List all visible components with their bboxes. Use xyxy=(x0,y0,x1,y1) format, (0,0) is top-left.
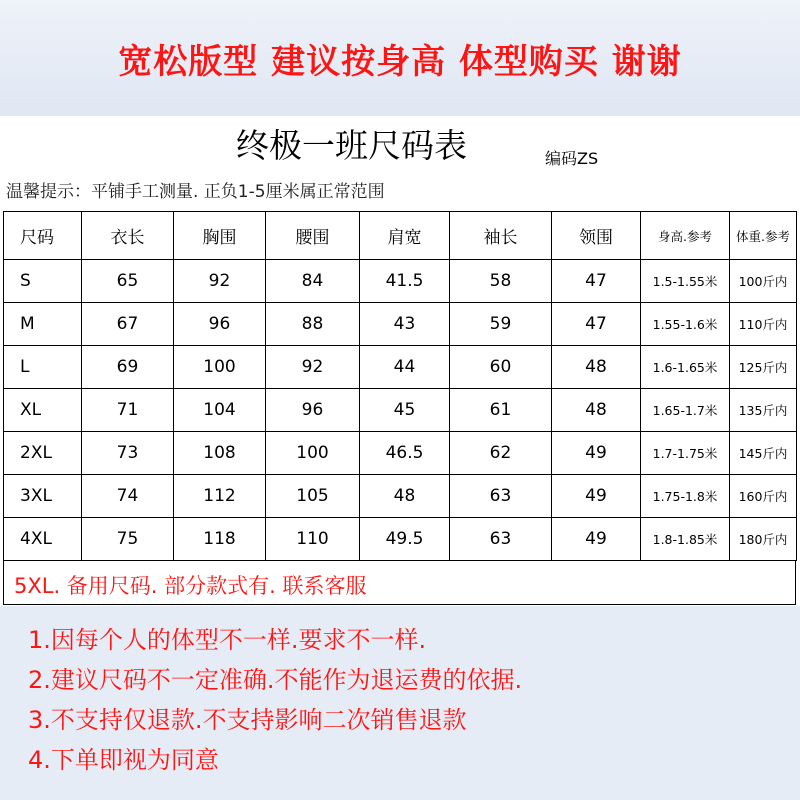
cell-chest: 100 xyxy=(174,346,266,389)
header-sleeve: 袖长 xyxy=(450,212,552,260)
cell-length: 71 xyxy=(82,389,174,432)
cell-waist: 88 xyxy=(266,303,360,346)
terms-list xyxy=(28,620,522,780)
size-chart-title: 终极一班尺码表 xyxy=(236,126,467,165)
cell-length: 75 xyxy=(82,518,174,561)
cell-weight-ref: 180斤内 xyxy=(730,518,797,561)
cell-length: 67 xyxy=(82,303,174,346)
spare-size-note xyxy=(3,561,796,605)
measurement-tip: 温馨提示：平铺手工测量. 正负1-5厘米属正常范围 xyxy=(6,182,385,202)
header-collar: 领围 xyxy=(552,212,641,260)
cell-collar: 47 xyxy=(552,303,641,346)
cell-collar: 49 xyxy=(552,475,641,518)
cell-collar: 49 xyxy=(552,518,641,561)
product-code: 编码ZS xyxy=(545,149,599,168)
cell-collar: 48 xyxy=(552,346,641,389)
table-row xyxy=(4,260,797,303)
table-row xyxy=(4,303,797,346)
cell-chest: 92 xyxy=(174,260,266,303)
cell-size: L xyxy=(4,346,82,389)
cell-size: M xyxy=(4,303,82,346)
header-height-ref: 身高.参考 xyxy=(641,212,730,260)
cell-size: 4XL xyxy=(4,518,82,561)
cell-waist: 92 xyxy=(266,346,360,389)
cell-size: 2XL xyxy=(4,432,82,475)
cell-chest: 118 xyxy=(174,518,266,561)
cell-sleeve: 63 xyxy=(450,475,552,518)
header-chest: 胸围 xyxy=(174,212,266,260)
cell-height-ref: 1.55-1.6米 xyxy=(641,303,730,346)
cell-shoulder: 48 xyxy=(360,475,450,518)
cell-chest: 96 xyxy=(174,303,266,346)
cell-weight-ref: 125斤内 xyxy=(730,346,797,389)
cell-height-ref: 1.75-1.8米 xyxy=(641,475,730,518)
table-row xyxy=(4,518,797,561)
cell-sleeve: 59 xyxy=(450,303,552,346)
cell-length: 69 xyxy=(82,346,174,389)
cell-collar: 49 xyxy=(552,432,641,475)
header-shoulder: 肩宽 xyxy=(360,212,450,260)
cell-waist: 110 xyxy=(266,518,360,561)
cell-height-ref: 1.6-1.65米 xyxy=(641,346,730,389)
cell-shoulder: 43 xyxy=(360,303,450,346)
table-header-row xyxy=(4,212,797,260)
cell-shoulder: 44 xyxy=(360,346,450,389)
table-row xyxy=(4,389,797,432)
size-table xyxy=(3,211,797,561)
cell-weight-ref: 110斤内 xyxy=(730,303,797,346)
cell-collar: 47 xyxy=(552,260,641,303)
cell-height-ref: 1.8-1.85米 xyxy=(641,518,730,561)
cell-size: XL xyxy=(4,389,82,432)
cell-waist: 84 xyxy=(266,260,360,303)
table-row xyxy=(4,346,797,389)
cell-weight-ref: 135斤内 xyxy=(730,389,797,432)
spare-size-note-text: 5XL. 备用尺码. 部分款式有. 联系客服 xyxy=(14,574,367,598)
header-length: 衣长 xyxy=(82,212,174,260)
terms-item: 2.建议尺码不一定准确.不能作为退运费的依据. xyxy=(28,666,523,694)
cell-sleeve: 58 xyxy=(450,260,552,303)
terms-item: 3.不支持仅退款.不支持影响二次销售退款 xyxy=(28,706,467,734)
cell-collar: 48 xyxy=(552,389,641,432)
headline-banner-text: 宽松版型 建议按身高 体型购买 谢谢 xyxy=(118,42,682,82)
cell-chest: 104 xyxy=(174,389,266,432)
header-size: 尺码 xyxy=(4,212,82,260)
cell-waist: 96 xyxy=(266,389,360,432)
cell-length: 73 xyxy=(82,432,174,475)
cell-weight-ref: 145斤内 xyxy=(730,432,797,475)
cell-sleeve: 60 xyxy=(450,346,552,389)
table-row xyxy=(4,432,797,475)
cell-sleeve: 63 xyxy=(450,518,552,561)
cell-waist: 100 xyxy=(266,432,360,475)
cell-shoulder: 49.5 xyxy=(360,518,450,561)
cell-length: 65 xyxy=(82,260,174,303)
terms-item: 4.下单即视为同意 xyxy=(28,746,219,774)
cell-height-ref: 1.5-1.55米 xyxy=(641,260,730,303)
cell-size: S xyxy=(4,260,82,303)
cell-chest: 112 xyxy=(174,475,266,518)
cell-weight-ref: 100斤内 xyxy=(730,260,797,303)
cell-height-ref: 1.7-1.75米 xyxy=(641,432,730,475)
cell-sleeve: 61 xyxy=(450,389,552,432)
cell-chest: 108 xyxy=(174,432,266,475)
cell-sleeve: 62 xyxy=(450,432,552,475)
cell-height-ref: 1.65-1.7米 xyxy=(641,389,730,432)
cell-weight-ref: 160斤内 xyxy=(730,475,797,518)
terms-item: 1.因每个人的体型不一样.要求不一样. xyxy=(28,626,427,654)
header-waist: 腰围 xyxy=(266,212,360,260)
cell-waist: 105 xyxy=(266,475,360,518)
cell-length: 74 xyxy=(82,475,174,518)
cell-shoulder: 46.5 xyxy=(360,432,450,475)
cell-shoulder: 41.5 xyxy=(360,260,450,303)
table-row xyxy=(4,475,797,518)
cell-size: 3XL xyxy=(4,475,82,518)
cell-shoulder: 45 xyxy=(360,389,450,432)
header-weight-ref: 体重.参考 xyxy=(730,212,797,260)
